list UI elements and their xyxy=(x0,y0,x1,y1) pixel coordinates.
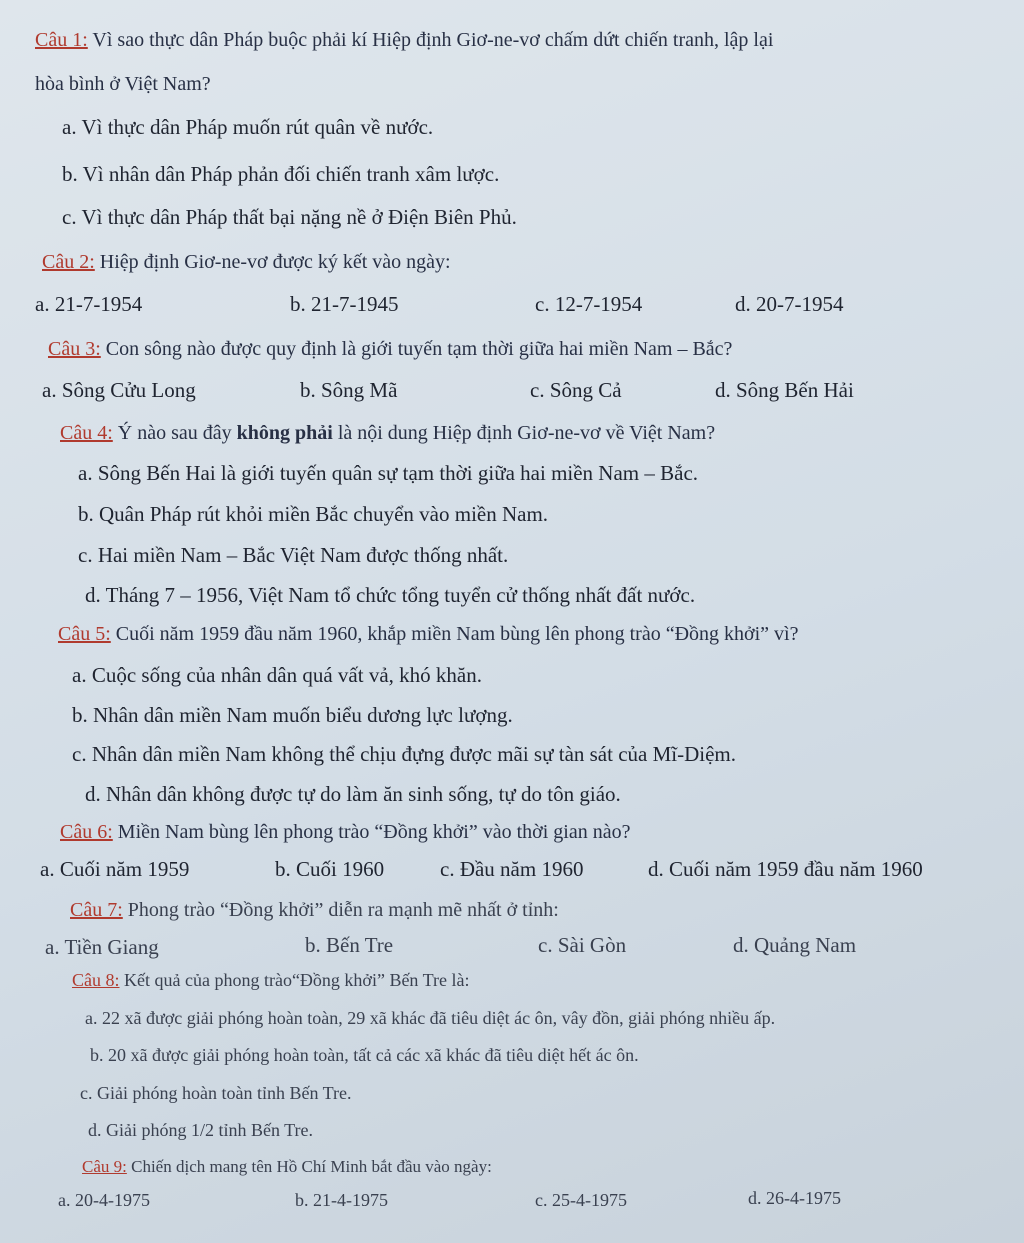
question-9-option-d: d. 26-4-1975 xyxy=(748,1188,841,1208)
question-2-label: Câu 2: xyxy=(42,251,95,273)
question-2-text: Hiệp định Giơ-ne-vơ được ký kết vào ngày: xyxy=(94,251,451,273)
question-2-option-c: c. 12-7-1954 xyxy=(535,292,643,316)
question-1-text: Vì sao thực dân Pháp buộc phải kí Hiệp định Giơ-ne-vơ chấm dứt chiến tranh, lập lại xyxy=(87,29,774,51)
question-1-option-a: a. Vì thực dân Pháp muốn rút quân về nước. xyxy=(62,115,434,139)
question-4-option-b: b. Quân Pháp rút khỏi miền Bắc chuyển vào miền Nam. xyxy=(78,502,549,526)
question-4-option-c: c. Hai miền Nam – Bắc Việt Nam được thống nhất. xyxy=(78,543,509,567)
question-7-option-b: b. Bến Tre xyxy=(305,933,394,957)
question-1-label: Câu 1: xyxy=(35,29,88,51)
question-8-option-b: b. 20 xã được giải phóng hoàn toàn, tất cả các xã khác đã tiêu diệt hết ác ôn. xyxy=(90,1045,639,1065)
question-9-label: Câu 9: xyxy=(82,1157,127,1176)
question-7 xyxy=(70,898,559,922)
question-4-label: Câu 4: xyxy=(60,422,113,444)
question-1-option-b: b. Vì nhân dân Pháp phản đối chiến tranh xâm lược. xyxy=(62,162,500,186)
question-1 xyxy=(35,28,773,52)
question-1-option-c: c. Vì thực dân Pháp thất bại nặng nề ở Điện Biên Phủ. xyxy=(62,205,517,229)
question-8-text: Kết quả của phong trào“Đồng khởi” Bến Tre là: xyxy=(119,970,470,990)
question-6-text: Miền Nam bùng lên phong trào “Đồng khởi” vào thời gian nào? xyxy=(112,821,631,843)
question-9-option-b: b. 21-4-1975 xyxy=(295,1190,388,1210)
question-4 xyxy=(60,421,715,445)
question-9-option-a: a. 20-4-1975 xyxy=(58,1190,150,1210)
question-9-text: Chiến dịch mang tên Hồ Chí Minh bắt đầu vào ngày: xyxy=(126,1157,492,1176)
question-4-option-a: a. Sông Bến Hai là giới tuyến quân sự tạm thời giữa hai miền Nam – Bắc. xyxy=(78,461,699,485)
question-7-label: Câu 7: xyxy=(70,899,123,921)
question-3-option-c: c. Sông Cả xyxy=(530,378,622,402)
question-7-option-c: c. Sài Gòn xyxy=(538,933,627,957)
question-4-text-pre: Ý nào sau đây xyxy=(112,422,237,444)
question-4-text-bold: không phải xyxy=(236,422,333,444)
question-6 xyxy=(60,820,631,844)
question-9-option-c: c. 25-4-1975 xyxy=(535,1190,627,1210)
question-8-option-d: d. Giải phóng 1/2 tỉnh Bến Tre. xyxy=(88,1120,314,1140)
question-5 xyxy=(58,622,798,646)
question-3-text: Con sông nào được quy định là giới tuyến tạm thời giữa hai miền Nam – Bắc? xyxy=(100,338,733,360)
question-9 xyxy=(82,1157,492,1177)
question-5-text: Cuối năm 1959 đầu năm 1960, khắp miền Nam bùng lên phong trào “Đồng khởi” vì? xyxy=(110,623,799,645)
question-8 xyxy=(72,970,469,992)
question-3 xyxy=(48,337,732,361)
question-1-text-cont: hòa bình ở Việt Nam? xyxy=(35,73,211,95)
question-3-label: Câu 3: xyxy=(48,338,101,360)
question-2-option-b: b. 21-7-1945 xyxy=(290,292,399,316)
question-6-option-d: d. Cuối năm 1959 đầu năm 1960 xyxy=(648,857,923,881)
question-3-option-a: a. Sông Cửu Long xyxy=(42,378,196,402)
question-6-option-c: c. Đầu năm 1960 xyxy=(440,857,584,881)
question-5-option-d: d. Nhân dân không được tự do làm ăn sinh sống, tự do tôn giáo. xyxy=(85,782,621,806)
question-6-option-b: b. Cuối 1960 xyxy=(275,857,385,881)
question-5-label: Câu 5: xyxy=(58,623,111,645)
question-2-option-a: a. 21-7-1954 xyxy=(35,292,143,316)
question-2-option-d: d. 20-7-1954 xyxy=(735,292,844,316)
question-7-text: Phong trào “Đồng khởi” diễn ra mạnh mẽ nhất ở tỉnh: xyxy=(122,899,559,921)
question-3-option-d: d. Sông Bến Hải xyxy=(715,378,854,402)
question-4-option-d: d. Tháng 7 – 1956, Việt Nam tổ chức tổng tuyển cử thống nhất đất nước. xyxy=(85,583,696,607)
question-8-label: Câu 8: xyxy=(72,970,120,990)
question-8-option-a: a. 22 xã được giải phóng hoàn toàn, 29 xã khác đã tiêu diệt ác ôn, vây đồn, giải phóng nhiều ấp. xyxy=(85,1008,776,1028)
question-5-option-c: c. Nhân dân miền Nam không thể chịu đựng được mãi sự tàn sát của Mĩ-Diệm. xyxy=(72,742,737,766)
question-7-option-d: d. Quảng Nam xyxy=(733,933,857,957)
question-5-option-a: a. Cuộc sống của nhân dân quá vất vả, khó khăn. xyxy=(72,663,482,687)
question-6-option-a: a. Cuối năm 1959 xyxy=(40,857,190,881)
question-5-option-b: b. Nhân dân miền Nam muốn biểu dương lực lượng. xyxy=(72,703,513,727)
question-6-label: Câu 6: xyxy=(60,821,113,843)
question-8-option-c: c. Giải phóng hoàn toàn tỉnh Bến Tre. xyxy=(80,1083,352,1103)
question-2 xyxy=(42,250,451,274)
question-3-option-b: b. Sông Mã xyxy=(300,378,398,402)
question-7-option-a: a. Tiền Giang xyxy=(45,935,159,959)
question-4-text-post: là nội dung Hiệp định Giơ-ne-vơ về Việt Nam? xyxy=(332,422,716,444)
